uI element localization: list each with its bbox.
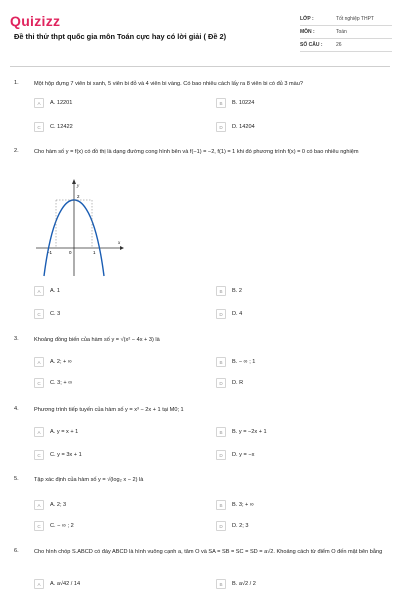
option-letter: B: [216, 500, 226, 510]
option-letter: D: [216, 450, 226, 460]
meta-key: MÔN :: [300, 29, 315, 35]
option-d[interactable]: [216, 450, 254, 460]
question-text: Tập xác định của hàm số y = √(log₂ x − 2) là: [34, 477, 144, 483]
tick-label-top: 2: [77, 194, 80, 199]
option-b[interactable]: [216, 579, 256, 589]
question-number: 5.: [14, 476, 19, 482]
option-c[interactable]: [34, 521, 74, 531]
x-axis-arrow-icon: [120, 246, 124, 250]
option-text: C. 3; + ∞: [50, 380, 73, 386]
option-text: C. 3: [50, 311, 61, 317]
option-text: A. 1: [50, 288, 60, 294]
option-a[interactable]: [34, 357, 72, 367]
meta-row-count: [300, 39, 392, 52]
option-text: B. 10224: [232, 100, 255, 106]
option-letter: A: [34, 427, 44, 437]
option-c[interactable]: [34, 450, 82, 460]
option-text: A. y = x + 1: [50, 429, 79, 435]
question-text: Khoảng đồng biến của hàm số y = √(x² − 4x + 3) là: [34, 337, 160, 343]
question-text: Phương trình tiếp tuyến của hàm số y = x³ − 2x + 1 tại M0; 1: [34, 407, 184, 413]
option-b[interactable]: [216, 98, 254, 108]
option-letter: D: [216, 378, 226, 388]
function-graph: [34, 178, 124, 278]
option-letter: C: [34, 521, 44, 531]
option-c[interactable]: [34, 122, 73, 132]
option-d[interactable]: [216, 521, 248, 531]
origin-label: 0: [69, 250, 72, 255]
meta-row-class: [300, 13, 392, 26]
option-a[interactable]: [34, 579, 80, 589]
meta-value: Toán: [336, 29, 347, 35]
option-a[interactable]: [34, 427, 78, 437]
option-letter: C: [34, 378, 44, 388]
question-number: 6.: [14, 548, 19, 554]
meta-row-subject: [300, 26, 392, 39]
option-text: C. 12422: [50, 124, 73, 130]
option-a[interactable]: [34, 286, 60, 296]
option-a[interactable]: [34, 500, 66, 510]
option-c[interactable]: [34, 378, 72, 388]
header-divider: [10, 66, 390, 67]
axis-label-x: x: [118, 241, 121, 246]
option-b[interactable]: [216, 357, 255, 367]
option-letter: A: [34, 286, 44, 296]
option-d[interactable]: [216, 378, 243, 388]
option-letter: D: [216, 122, 226, 132]
question-number: 2.: [14, 148, 19, 154]
option-b[interactable]: [216, 427, 267, 437]
option-text: A. 2; 3: [50, 502, 67, 508]
question-text: Một hộp đựng 7 viên bi xanh, 5 viên bi đỏ và 4 viên bi vàng. Có bao nhiêu cách lấy ra 8 viên bi có đủ 3 màu?: [34, 81, 303, 87]
option-text: D. 4: [232, 311, 243, 317]
y-axis-arrow-icon: [72, 179, 76, 184]
option-letter: D: [216, 309, 226, 319]
option-d[interactable]: [216, 309, 242, 319]
option-text: B. 2: [232, 288, 242, 294]
axis-label-y: y: [77, 184, 80, 189]
question-number: 4.: [14, 406, 19, 412]
tick-label-left: -1: [48, 250, 53, 255]
option-text: B. a√2 / 2: [232, 581, 256, 587]
option-text: D. 14204: [232, 124, 255, 130]
question-number: 3.: [14, 336, 19, 342]
meta-value: 26: [336, 42, 342, 48]
meta-key: LỚP :: [300, 16, 314, 22]
option-text: B. − ∞ ; 1: [232, 359, 256, 365]
meta-value: Tốt nghiệp THPT: [336, 16, 374, 22]
option-letter: B: [216, 427, 226, 437]
option-letter: C: [34, 450, 44, 460]
option-text: C. − ∞ ; 2: [50, 523, 74, 529]
option-text: A. 12201: [50, 100, 73, 106]
option-letter: A: [34, 500, 44, 510]
quizizz-logo: Quizizz: [10, 13, 61, 29]
option-letter: B: [216, 98, 226, 108]
document-title: Đề thi thử thpt quốc gia môn Toán cực hay có lời giải ( Đề 2): [14, 32, 227, 41]
option-letter: B: [216, 579, 226, 589]
option-text: D. y = −x: [232, 452, 255, 458]
question-text: Cho hàm số y = f(x) có đồ thị là dạng đường cong hình bên và f(−1) = −2, f(1) = 1 khi đó phương trình f(x) = 0 có bao nhiêu nghiệm: [34, 149, 359, 155]
option-b[interactable]: [216, 500, 254, 510]
option-text: B. y = −2x + 1: [232, 429, 267, 435]
option-letter: A: [34, 98, 44, 108]
option-letter: C: [34, 309, 44, 319]
option-d[interactable]: [216, 122, 255, 132]
option-letter: D: [216, 521, 226, 531]
option-text: C. y = 3x + 1: [50, 452, 82, 458]
option-text: B. 3; + ∞: [232, 502, 254, 508]
option-letter: B: [216, 286, 226, 296]
question-number: 1.: [14, 80, 19, 86]
option-text: D. R: [232, 380, 244, 386]
meta-key: SỐ CÂU :: [300, 42, 323, 48]
option-letter: B: [216, 357, 226, 367]
meta-table: [300, 13, 392, 52]
option-c[interactable]: [34, 309, 60, 319]
option-text: A. a√42 / 14: [50, 581, 81, 587]
option-a[interactable]: [34, 98, 72, 108]
option-letter: A: [34, 357, 44, 367]
option-text: A. 2; + ∞: [50, 359, 72, 365]
option-letter: C: [34, 122, 44, 132]
option-letter: A: [34, 579, 44, 589]
question-text: Cho hình chóp S.ABCD có đáy ABCD là hình vuông cạnh a, tâm O và SA = SB = SC = SD = a√2. Khoảng cách từ điểm O đến mặt bên bằng: [34, 549, 383, 555]
option-b[interactable]: [216, 286, 242, 296]
option-text: D. 2; 3: [232, 523, 249, 529]
tick-label-right: 1: [93, 250, 96, 255]
